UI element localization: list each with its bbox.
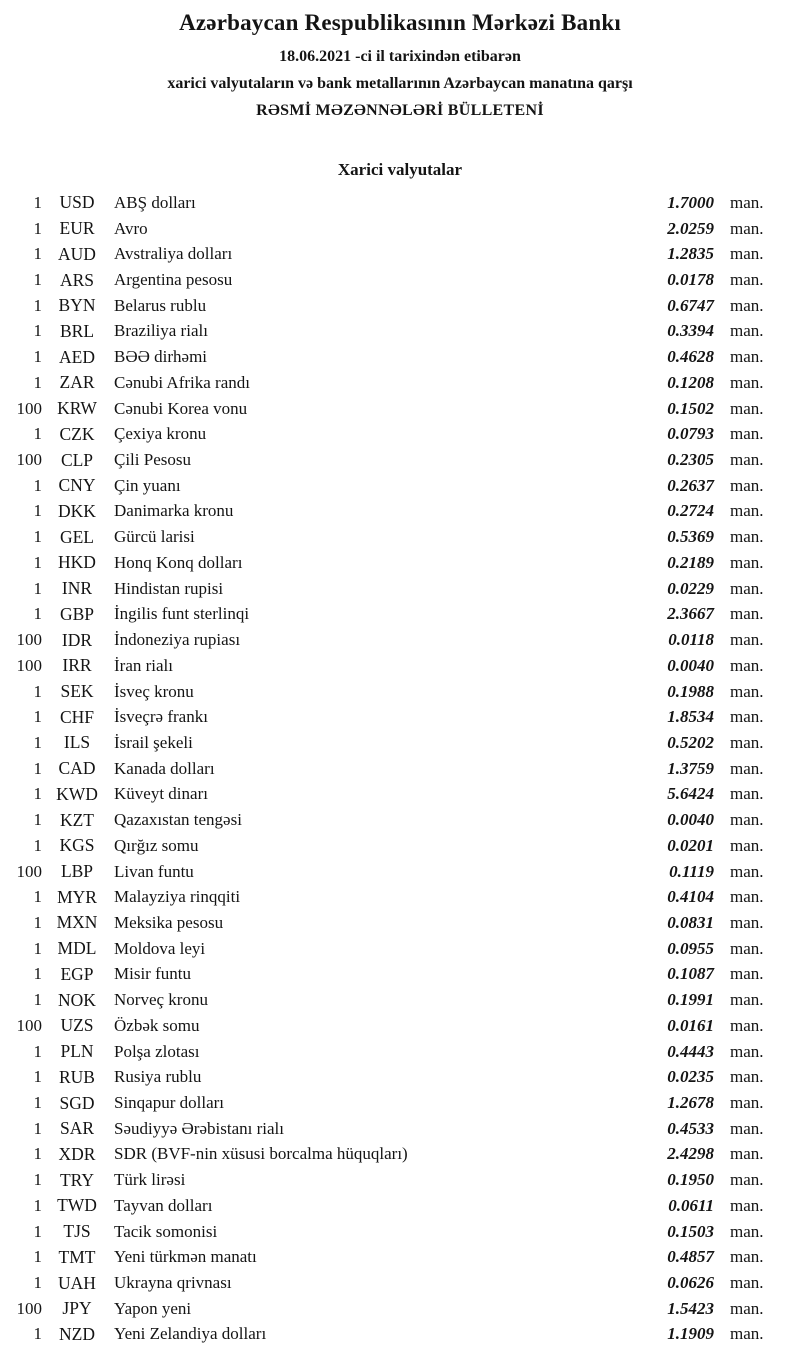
currency-quantity: 1 <box>33 1324 42 1344</box>
currency-rate: 0.2637 <box>667 475 714 495</box>
currency-unit-label: man. <box>730 321 764 341</box>
currency-name: Danimarka kronu <box>114 501 234 521</box>
currency-row <box>0 1193 800 1219</box>
currency-name: Avro <box>114 218 148 238</box>
currency-rate: 0.1087 <box>667 964 714 984</box>
currency-code: ILS <box>63 732 91 753</box>
currency-unit-label: man. <box>730 270 764 290</box>
currency-row <box>0 344 800 370</box>
currency-name: Çexiya kronu <box>114 424 207 444</box>
currency-row <box>0 987 800 1013</box>
currency-rate: 0.0611 <box>668 1195 714 1215</box>
currency-code: KGS <box>59 835 95 856</box>
currency-quantity: 1 <box>33 990 42 1010</box>
currency-rate: 0.0229 <box>667 578 714 598</box>
currency-quantity: 1 <box>33 527 42 547</box>
currency-name: Meksika pesosu <box>114 912 224 932</box>
currency-row <box>0 1013 800 1039</box>
currency-unit-label: man. <box>730 810 764 830</box>
currency-code: KZT <box>59 809 95 830</box>
currency-unit-label: man. <box>730 758 764 778</box>
currency-name: Hindistan rupisi <box>114 578 224 598</box>
currency-row <box>0 679 800 705</box>
currency-rate: 0.0831 <box>667 912 714 932</box>
currency-row <box>0 473 800 499</box>
currency-rate: 0.1988 <box>667 681 714 701</box>
currency-quantity: 1 <box>33 732 42 752</box>
currency-name: Tayvan dolları <box>114 1195 213 1215</box>
currency-name: Yeni Zelandiya dolları <box>114 1324 267 1344</box>
effective-date-line: 18.06.2021 -ci il tarixindən etibarən <box>279 48 521 65</box>
currency-unit-label: man. <box>730 527 764 547</box>
currency-rate: 0.1950 <box>667 1170 714 1190</box>
currency-quantity: 1 <box>33 1247 42 1267</box>
currency-quantity: 1 <box>33 372 42 392</box>
currency-name: İngilis funt sterlinqi <box>114 604 250 624</box>
currency-code: CAD <box>58 758 96 779</box>
currency-name: Avstraliya dolları <box>114 244 233 264</box>
currency-unit-label: man. <box>730 861 764 881</box>
currency-code: ARS <box>59 269 95 290</box>
currency-rate: 0.4104 <box>667 887 714 907</box>
currency-rate: 0.4857 <box>667 1247 714 1267</box>
currency-rate: 2.3667 <box>667 604 714 624</box>
currency-name: Norveç kronu <box>114 990 208 1010</box>
currency-name: ABŞ dolları <box>114 192 196 212</box>
currency-code: CNY <box>58 475 96 496</box>
currency-rate: 0.0178 <box>667 270 714 290</box>
currency-quantity: 1 <box>33 578 42 598</box>
currency-unit-label: man. <box>730 1170 764 1190</box>
currency-rate: 0.0040 <box>667 655 714 675</box>
currency-quantity: 100 <box>16 1015 42 1035</box>
currency-row <box>0 756 800 782</box>
currency-code: UAH <box>58 1272 96 1293</box>
currency-code: INR <box>61 578 93 599</box>
currency-code: USD <box>59 192 95 213</box>
currency-code: AED <box>59 346 95 367</box>
currency-rate: 0.0118 <box>668 630 714 650</box>
currency-row <box>0 807 800 833</box>
currency-name: Livan funtu <box>114 861 194 881</box>
currency-code: NOK <box>58 989 96 1010</box>
page-title: Azərbaycan Respublikasının Mərkəzi Bankı <box>179 10 621 35</box>
currency-name: Honq Konq dolları <box>114 552 243 572</box>
currency-name: Çin yuanı <box>114 475 181 495</box>
currency-quantity: 100 <box>16 630 42 650</box>
currency-rate: 0.2724 <box>667 501 714 521</box>
currency-row <box>0 704 800 730</box>
currency-unit-label: man. <box>730 578 764 598</box>
bulletin-title-line: RƏSMİ MƏZƏNNƏLƏRİ BÜLLETENİ <box>256 102 544 119</box>
currency-quantity: 1 <box>33 810 42 830</box>
currency-code: TJS <box>63 1221 91 1242</box>
currency-name: Polşa zlotası <box>114 1041 200 1061</box>
currency-row <box>0 833 800 859</box>
currency-name: Misir funtu <box>114 964 191 984</box>
currency-row <box>0 370 800 396</box>
currency-code: PLN <box>60 1041 94 1062</box>
currency-name: Tacik somonisi <box>114 1221 218 1241</box>
currency-quantity: 1 <box>33 784 42 804</box>
currency-quantity: 1 <box>33 321 42 341</box>
currency-code: TRY <box>59 1169 95 1190</box>
currency-name: Cənubi Afrika randı <box>114 372 250 392</box>
currency-row <box>0 730 800 756</box>
currency-name: Moldova leyi <box>114 938 206 958</box>
currency-rate: 1.7000 <box>667 192 714 212</box>
currency-code: MDL <box>57 938 97 959</box>
currency-row <box>0 267 800 293</box>
currency-unit-label: man. <box>730 192 764 212</box>
currency-rate: 1.5423 <box>667 1298 714 1318</box>
currency-unit-label: man. <box>730 835 764 855</box>
currency-row <box>0 1322 800 1348</box>
currency-name: Argentina pesosu <box>114 270 233 290</box>
currency-row <box>0 653 800 679</box>
currency-name: İsveçrə frankı <box>114 707 208 727</box>
currency-quantity: 1 <box>33 681 42 701</box>
currency-unit-label: man. <box>730 681 764 701</box>
currency-row <box>0 1296 800 1322</box>
currency-quantity: 1 <box>33 1093 42 1113</box>
currency-row <box>0 884 800 910</box>
currency-name: Braziliya rialı <box>114 321 208 341</box>
currency-row <box>0 447 800 473</box>
currency-rate: 1.8534 <box>667 707 714 727</box>
currency-rate: 0.1991 <box>667 990 714 1010</box>
currency-rate: 0.0161 <box>667 1015 714 1035</box>
currency-quantity: 1 <box>33 887 42 907</box>
currency-row <box>0 190 800 216</box>
currency-rate: 0.1208 <box>667 372 714 392</box>
currency-unit-label: man. <box>730 1041 764 1061</box>
currency-row <box>0 910 800 936</box>
currency-code: EUR <box>59 218 95 239</box>
currency-unit-label: man. <box>730 450 764 470</box>
currency-rate: 0.2305 <box>667 450 714 470</box>
currency-quantity: 1 <box>33 218 42 238</box>
currency-unit-label: man. <box>730 912 764 932</box>
currency-quantity: 1 <box>33 758 42 778</box>
currency-unit-label: man. <box>730 655 764 675</box>
currency-rate: 0.0040 <box>667 810 714 830</box>
currency-name: İsveç kronu <box>114 681 194 701</box>
currency-unit-label: man. <box>730 990 764 1010</box>
currency-quantity: 1 <box>33 424 42 444</box>
currency-unit-label: man. <box>730 347 764 367</box>
currency-row <box>0 936 800 962</box>
currency-name: Rusiya rublu <box>114 1067 202 1087</box>
currency-unit-label: man. <box>730 501 764 521</box>
currency-unit-label: man. <box>730 1247 764 1267</box>
currency-row <box>0 1167 800 1193</box>
currency-unit-label: man. <box>730 1298 764 1318</box>
currency-row <box>0 782 800 808</box>
currency-row <box>0 962 800 988</box>
currency-code: GBP <box>59 603 95 624</box>
currency-row <box>0 550 800 576</box>
currency-quantity: 1 <box>33 501 42 521</box>
currency-quantity: 1 <box>33 938 42 958</box>
currency-name: İndoneziya rupiası <box>114 630 241 650</box>
currency-name: Yapon yeni <box>114 1298 192 1318</box>
currency-quantity: 1 <box>33 1195 42 1215</box>
currency-code: SEK <box>60 681 94 702</box>
currency-code: TWD <box>57 1195 97 1216</box>
currency-row <box>0 499 800 525</box>
currency-name: Çili Pesosu <box>114 450 191 470</box>
currency-quantity: 100 <box>16 655 42 675</box>
currency-code: DKK <box>58 500 96 521</box>
currency-unit-label: man. <box>730 1144 764 1164</box>
currency-unit-label: man. <box>730 1067 764 1087</box>
currency-code: BYN <box>58 295 96 316</box>
currency-rate: 1.1909 <box>667 1324 714 1344</box>
currency-rate: 2.4298 <box>667 1144 714 1164</box>
currency-row <box>0 1064 800 1090</box>
currency-unit-label: man. <box>730 1118 764 1138</box>
currency-rate: 0.0793 <box>667 424 714 444</box>
currency-row <box>0 396 800 422</box>
currency-code: CLP <box>60 449 94 470</box>
currency-unit-label: man. <box>730 1015 764 1035</box>
currency-rate: 0.1502 <box>667 398 714 418</box>
currency-quantity: 1 <box>33 1118 42 1138</box>
currency-unit-label: man. <box>730 1273 764 1293</box>
currency-unit-label: man. <box>730 372 764 392</box>
currency-row <box>0 1039 800 1065</box>
currency-quantity: 1 <box>33 244 42 264</box>
currency-unit-label: man. <box>730 475 764 495</box>
currency-unit-label: man. <box>730 1324 764 1344</box>
currency-quantity: 1 <box>33 1273 42 1293</box>
currency-quantity: 1 <box>33 192 42 212</box>
currency-name: İsrail şekeli <box>114 732 193 752</box>
currency-row <box>0 216 800 242</box>
currency-rate: 0.0955 <box>667 938 714 958</box>
subtitle-line: xarici valyutaların və bank metallarının Azərbaycan manatına qarşı <box>167 75 633 92</box>
currency-rate: 0.5369 <box>667 527 714 547</box>
currency-unit-label: man. <box>730 887 764 907</box>
currency-quantity: 1 <box>33 475 42 495</box>
currency-rate: 0.4628 <box>667 347 714 367</box>
currency-name: SDR (BVF-nin xüsusi borcalma hüquqları) <box>114 1144 408 1164</box>
currency-row <box>0 241 800 267</box>
currency-rate: 2.0259 <box>667 218 714 238</box>
currency-unit-label: man. <box>730 938 764 958</box>
currency-row <box>0 293 800 319</box>
currency-unit-label: man. <box>730 398 764 418</box>
currency-quantity: 1 <box>33 912 42 932</box>
currency-rate: 0.0201 <box>667 835 714 855</box>
currency-unit-label: man. <box>730 964 764 984</box>
currency-unit-label: man. <box>730 707 764 727</box>
currency-row <box>0 1116 800 1142</box>
currency-code: CZK <box>59 423 95 444</box>
currency-row <box>0 859 800 885</box>
currency-name: Cənubi Korea vonu <box>114 398 248 418</box>
currency-name: Malayziya rinqqiti <box>114 887 241 907</box>
currency-rate: 0.0626 <box>667 1273 714 1293</box>
currency-unit-label: man. <box>730 1195 764 1215</box>
currency-quantity: 1 <box>33 552 42 572</box>
currency-name: Ukrayna qrivnası <box>114 1273 232 1293</box>
currency-unit-label: man. <box>730 630 764 650</box>
currency-name: İran rialı <box>114 655 173 675</box>
currency-row <box>0 1142 800 1168</box>
currency-quantity: 1 <box>33 604 42 624</box>
currency-code: KRW <box>57 398 97 419</box>
currency-rate: 1.2678 <box>667 1093 714 1113</box>
currency-unit-label: man. <box>730 732 764 752</box>
currency-code: AUD <box>58 243 96 264</box>
currency-quantity: 100 <box>16 1298 42 1318</box>
currency-quantity: 1 <box>33 1170 42 1190</box>
currency-code: IDR <box>61 629 93 650</box>
currency-code: EGP <box>60 963 94 984</box>
currency-code: LBP <box>60 861 94 882</box>
currency-rate: 1.3759 <box>667 758 714 778</box>
currency-unit-label: man. <box>730 1221 764 1241</box>
currency-name: BƏƏ dirhəmi <box>114 347 208 367</box>
currency-row <box>0 602 800 628</box>
currency-name: Özbək somu <box>114 1015 200 1035</box>
currency-name: Kanada dolları <box>114 758 215 778</box>
currency-code: ZAR <box>59 372 95 393</box>
currency-quantity: 100 <box>16 861 42 881</box>
currency-row <box>0 524 800 550</box>
currency-unit-label: man. <box>730 295 764 315</box>
currency-row <box>0 1219 800 1245</box>
currency-rate: 0.6747 <box>667 295 714 315</box>
currency-quantity: 1 <box>33 270 42 290</box>
currency-code: SAR <box>59 1118 95 1139</box>
currency-row <box>0 576 800 602</box>
currency-code: TMT <box>58 1246 96 1267</box>
currency-code: MYR <box>57 886 97 907</box>
currency-row <box>0 421 800 447</box>
currency-row <box>0 1244 800 1270</box>
currency-row <box>0 319 800 345</box>
currency-code: CHF <box>59 706 95 727</box>
currency-unit-label: man. <box>730 218 764 238</box>
currency-code: XDR <box>58 1143 96 1164</box>
currency-code: HKD <box>58 552 96 573</box>
currency-name: Gürcü larisi <box>114 527 195 547</box>
bulletin-header <box>0 0 800 121</box>
currency-quantity: 1 <box>33 964 42 984</box>
currency-row <box>0 1090 800 1116</box>
currency-code: UZS <box>60 1015 94 1036</box>
currency-rate: 0.5202 <box>667 732 714 752</box>
currency-name: Səudiyyə Ərəbistanı rialı <box>114 1118 284 1138</box>
currency-code: RUB <box>59 1066 95 1087</box>
currency-quantity: 1 <box>33 1221 42 1241</box>
currency-rate: 5.6424 <box>667 784 714 804</box>
currency-code: JPY <box>62 1298 92 1319</box>
currency-name: Küveyt dinarı <box>114 784 208 804</box>
currency-unit-label: man. <box>730 784 764 804</box>
currency-unit-label: man. <box>730 604 764 624</box>
currency-rate: 0.0235 <box>667 1067 714 1087</box>
currency-rate: 0.2189 <box>667 552 714 572</box>
currency-code: GEL <box>59 526 95 547</box>
section-title-foreign-currencies: Xarici valyutalar <box>337 160 463 179</box>
currency-quantity: 100 <box>16 398 42 418</box>
currency-rate: 0.3394 <box>667 321 714 341</box>
currency-unit-label: man. <box>730 552 764 572</box>
currency-rate: 1.2835 <box>667 244 714 264</box>
currency-quantity: 100 <box>16 450 42 470</box>
currency-quantity: 1 <box>33 835 42 855</box>
currency-quantity: 1 <box>33 707 42 727</box>
currency-quantity: 1 <box>33 1041 42 1061</box>
currency-rate: 0.1503 <box>667 1221 714 1241</box>
currency-row <box>0 1270 800 1296</box>
currency-name: Yeni türkmən manatı <box>114 1247 257 1267</box>
currency-quantity: 1 <box>33 295 42 315</box>
currency-rate: 0.4443 <box>667 1041 714 1061</box>
currency-code: SGD <box>59 1092 95 1113</box>
currency-name: Belarus rublu <box>114 295 207 315</box>
currency-quantity: 1 <box>33 1067 42 1087</box>
currency-quantity: 1 <box>33 1144 42 1164</box>
currency-rate: 0.4533 <box>667 1118 714 1138</box>
currency-code: MXN <box>56 912 98 933</box>
exchange-rates-table <box>0 190 800 1347</box>
currency-name: Qazaxıstan tengəsi <box>114 810 242 830</box>
currency-rate: 0.1119 <box>669 861 714 881</box>
currency-name: Türk lirəsi <box>114 1170 186 1190</box>
currency-unit-label: man. <box>730 424 764 444</box>
currency-code: IRR <box>62 655 92 676</box>
currency-name: Sinqapur dolları <box>114 1093 225 1113</box>
currency-quantity: 1 <box>33 347 42 367</box>
currency-code: KWD <box>56 783 98 804</box>
currency-code: NZD <box>59 1323 95 1344</box>
currency-unit-label: man. <box>730 244 764 264</box>
currency-code: BRL <box>59 320 95 341</box>
currency-row <box>0 627 800 653</box>
currency-name: Qırğız somu <box>114 835 199 855</box>
currency-unit-label: man. <box>730 1093 764 1113</box>
